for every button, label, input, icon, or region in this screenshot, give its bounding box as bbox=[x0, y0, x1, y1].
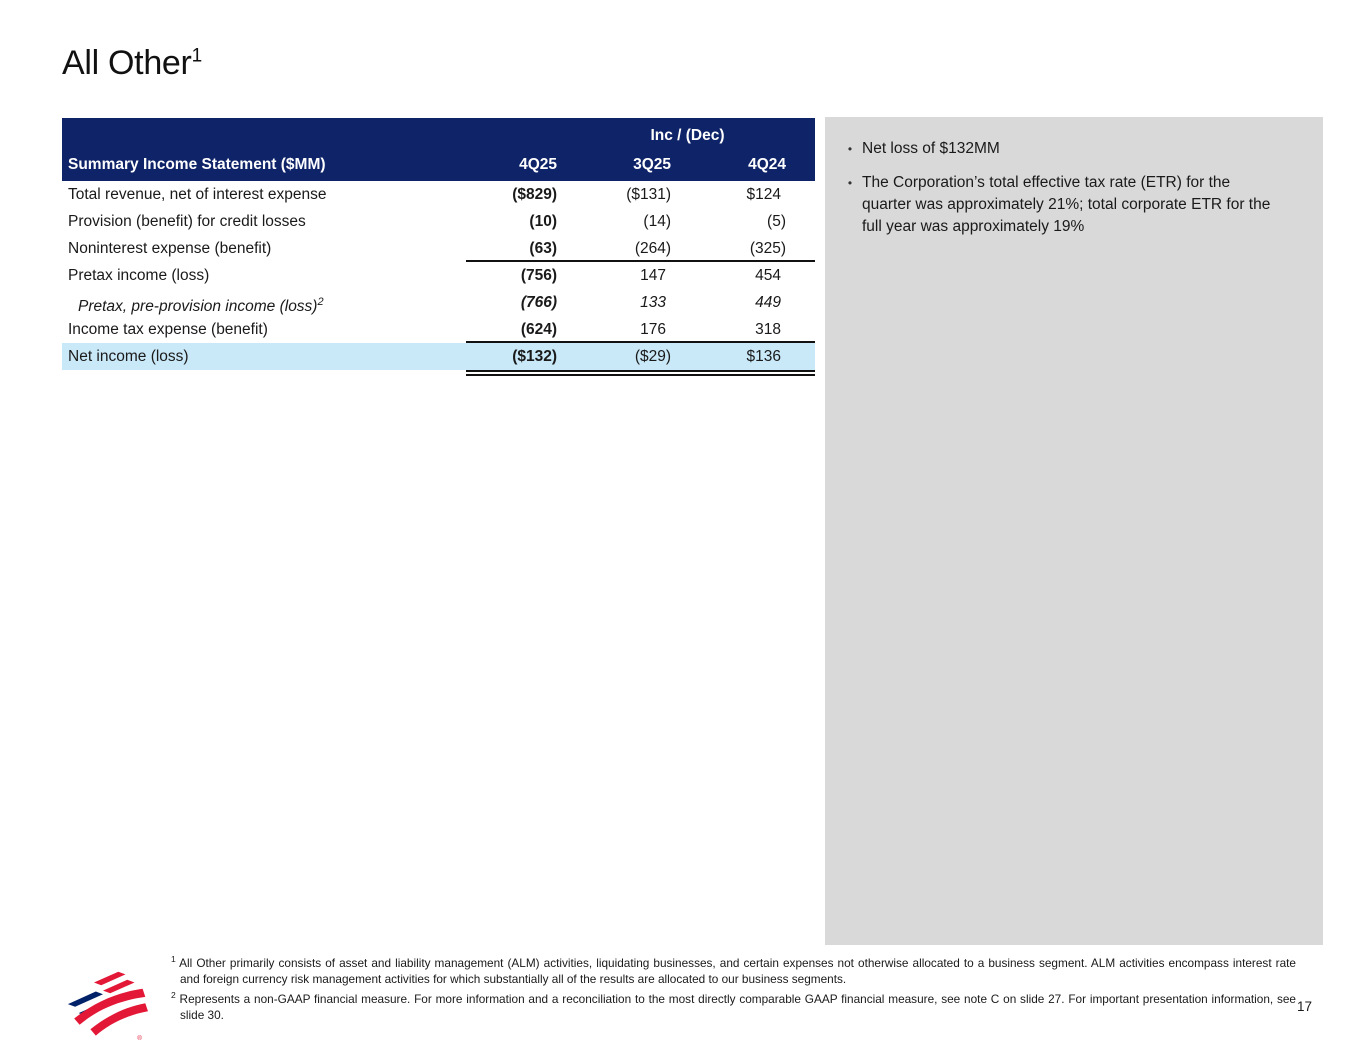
cell-4q24: 318 bbox=[674, 316, 815, 343]
cell-4q24: $136 bbox=[746, 348, 781, 365]
summary-income-statement-table bbox=[62, 118, 815, 370]
footnotes bbox=[171, 951, 1296, 1023]
cell-4q25: (63) bbox=[466, 235, 560, 262]
cell-4q24: (325) bbox=[674, 235, 815, 262]
table-column-header-row bbox=[62, 150, 815, 181]
bullet-item bbox=[838, 172, 1295, 238]
footnote-marker: 2 bbox=[171, 989, 176, 1000]
page-title bbox=[62, 44, 202, 83]
commentary-panel bbox=[825, 117, 1323, 945]
inc-dec-group-header: Inc / (Dec) bbox=[650, 127, 725, 144]
table-row-noninterest-expense bbox=[62, 235, 815, 262]
cell-3q25: (264) bbox=[560, 235, 674, 262]
column-header-3q25: 3Q25 bbox=[633, 156, 671, 173]
double-underline-rule bbox=[466, 370, 815, 376]
table-header bbox=[62, 118, 815, 181]
row-label: Pretax income (loss) bbox=[68, 267, 210, 284]
table-row-pretax-preprovision bbox=[62, 289, 815, 316]
registered-mark: ® bbox=[137, 1035, 142, 1043]
cell-4q24: $124 bbox=[746, 186, 781, 203]
table-title-header: Summary Income Statement ($MM) bbox=[68, 156, 326, 173]
row-label: Noninterest expense (benefit) bbox=[68, 240, 272, 257]
table-row-net-income bbox=[62, 343, 815, 370]
row-label-text: Pretax, pre-provision income (loss) bbox=[78, 298, 318, 316]
page-number: 17 bbox=[1297, 999, 1313, 1014]
footnote-2 bbox=[171, 987, 1296, 1023]
row-label bbox=[62, 289, 466, 316]
cell-4q24: 449 bbox=[755, 294, 781, 311]
cell-4q25: (624) bbox=[466, 316, 560, 343]
footnote-text: All Other primarily consists of asset and liability management (ALM) activities, liquidating businesses, and certain expenses not otherwise allocated to a business segment. ALM activities encompass interest rate and foreign currency risk management activities for which substantially all of the results are allocated to our business segments. bbox=[179, 955, 1296, 986]
row-label: Total revenue, net of interest expense bbox=[68, 186, 327, 203]
row-label: Provision (benefit) for credit losses bbox=[68, 213, 306, 230]
table-row-total-revenue bbox=[62, 181, 815, 208]
cell-4q24: 454 bbox=[755, 267, 781, 284]
title-footnote-marker: 1 bbox=[191, 45, 202, 67]
row-label: Net income (loss) bbox=[68, 348, 189, 365]
bullet-icon: • bbox=[847, 176, 853, 190]
header-spacer bbox=[62, 118, 560, 150]
bullet-icon: • bbox=[847, 142, 853, 156]
cell-3q25: ($29) bbox=[634, 348, 671, 365]
cell-3q25: 147 bbox=[640, 267, 666, 284]
page-title-text: All Other bbox=[62, 44, 192, 82]
column-header-4q25: 4Q25 bbox=[519, 156, 557, 173]
table-row-provision bbox=[62, 208, 815, 235]
footnote-marker: 1 bbox=[171, 954, 176, 964]
cell-3q25: 176 bbox=[560, 316, 674, 343]
row-label: Income tax expense (benefit) bbox=[68, 321, 268, 338]
footnote-text: Represents a non-GAAP financial measure. For more information and a reconciliation to the most directly comparable GAAP financial measure, see note C on slide 27. For important presentation information, see slide 30. bbox=[179, 991, 1296, 1022]
cell-4q25: ($829) bbox=[512, 186, 557, 203]
row-footnote-marker: 2 bbox=[317, 296, 324, 308]
bullet-text: Net loss of $132MM bbox=[862, 140, 1000, 157]
table-row-pretax-income bbox=[62, 262, 815, 289]
cell-4q25: (10) bbox=[529, 213, 557, 230]
cell-4q25: ($132) bbox=[512, 348, 557, 365]
cell-4q25: (766) bbox=[520, 294, 557, 311]
cell-4q24: (5) bbox=[767, 213, 786, 230]
cell-3q25: 133 bbox=[640, 294, 666, 311]
bank-of-america-flag-logo bbox=[58, 966, 148, 1044]
footnote-1 bbox=[171, 951, 1296, 987]
cell-4q25: (756) bbox=[520, 267, 557, 284]
table-row-income-tax bbox=[62, 316, 815, 343]
bullet-item bbox=[838, 138, 1295, 160]
cell-3q25: ($131) bbox=[626, 186, 671, 203]
column-header-4q24: 4Q24 bbox=[748, 156, 786, 173]
bullet-text: The Corporation’s total effective tax rate (ETR) for the quarter was approximately 21%; total corporate ETR for the full year was approximately 19% bbox=[862, 174, 1271, 235]
table-group-header-row bbox=[62, 118, 815, 150]
cell-3q25: (14) bbox=[643, 213, 671, 230]
